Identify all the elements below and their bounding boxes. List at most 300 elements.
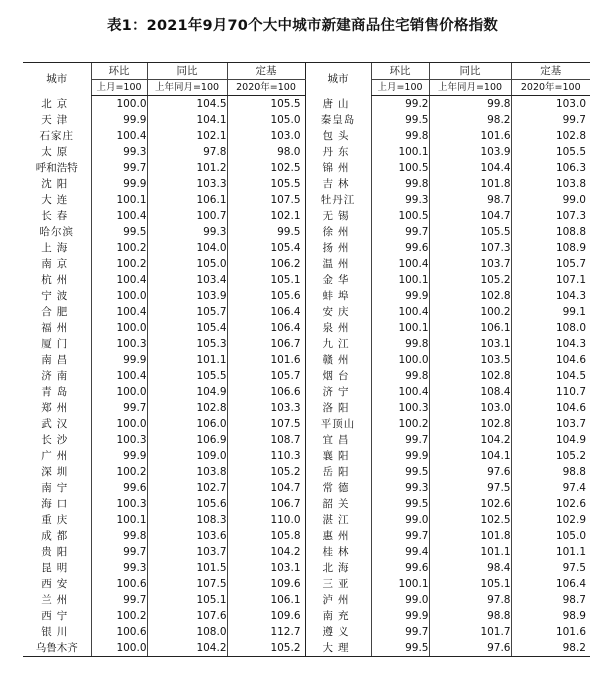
- yoy-value: 104.9: [147, 384, 227, 400]
- yoy-value: 102.8: [429, 368, 511, 384]
- city-name: 南充: [305, 608, 371, 624]
- base-value: 110.7: [511, 384, 590, 400]
- table-row: [23, 272, 590, 288]
- city-name: 蚌埠: [305, 288, 371, 304]
- yoy-value: 104.4: [429, 160, 511, 176]
- base-value: 102.1: [227, 208, 305, 224]
- yoy-value: 103.9: [429, 144, 511, 160]
- table-row: [23, 336, 590, 352]
- yoy-value: 99.3: [147, 224, 227, 240]
- city-name: 武汉: [41, 418, 73, 430]
- table-row: [23, 96, 590, 113]
- city-name: 西安: [41, 578, 73, 590]
- mom-value: 100.0: [91, 96, 147, 113]
- mom-value: 100.3: [371, 400, 429, 416]
- city-name: 赣州: [305, 352, 371, 368]
- mom-value: 100.2: [371, 416, 429, 432]
- base-value: 106.6: [227, 384, 305, 400]
- yoy-base-header: 上年同月=100: [429, 80, 511, 96]
- yoy-value: 98.2: [429, 112, 511, 128]
- base-value: 105.1: [227, 272, 305, 288]
- mom-value: 99.7: [91, 400, 147, 416]
- yoy-value: 104.2: [147, 640, 227, 657]
- table-row: [23, 448, 590, 464]
- city-name: 秦皇岛: [305, 112, 371, 128]
- yoy-value: 105.3: [147, 336, 227, 352]
- yoy-value: 105.6: [147, 496, 227, 512]
- city-name: 昆明: [41, 562, 73, 574]
- city-name: 南京: [41, 258, 73, 270]
- mom-value: 100.1: [91, 512, 147, 528]
- base-value: 99.0: [511, 192, 590, 208]
- base-value: 104.2: [227, 544, 305, 560]
- mom-value: 99.9: [91, 176, 147, 192]
- city-name: 锦州: [305, 160, 371, 176]
- city-name: 银川: [41, 626, 73, 638]
- table-row: [23, 224, 590, 240]
- base-value: 104.3: [511, 288, 590, 304]
- yoy-value: 105.5: [147, 368, 227, 384]
- mom-value: 99.7: [371, 624, 429, 640]
- yoy-value: 108.4: [429, 384, 511, 400]
- city-name: 福州: [41, 322, 73, 334]
- base-value: 107.5: [227, 416, 305, 432]
- yoy-value: 102.8: [429, 416, 511, 432]
- base-value: 103.3: [227, 400, 305, 416]
- yoy-value: 105.7: [147, 304, 227, 320]
- mom-value: 100.5: [371, 160, 429, 176]
- table-row: [23, 192, 590, 208]
- yoy-value: 108.0: [147, 624, 227, 640]
- table-row: [23, 368, 590, 384]
- mom-value: 100.4: [91, 272, 147, 288]
- city-name: 海口: [41, 498, 73, 510]
- city-name: 长沙: [41, 434, 73, 446]
- mom-value: 100.4: [91, 128, 147, 144]
- city-name: 韶关: [305, 496, 371, 512]
- yoy-value: 103.3: [147, 176, 227, 192]
- mom-value: 99.5: [371, 112, 429, 128]
- base-value: 103.8: [511, 176, 590, 192]
- table-row: [23, 320, 590, 336]
- table-row: [23, 208, 590, 224]
- base-value: 97.4: [511, 480, 590, 496]
- mom-value: 99.0: [371, 592, 429, 608]
- base-value: 103.7: [511, 416, 590, 432]
- yoy-value: 102.8: [147, 400, 227, 416]
- mom-value: 99.8: [371, 128, 429, 144]
- mom-value: 99.6: [371, 240, 429, 256]
- mom-value: 100.3: [91, 432, 147, 448]
- city-name: 北海: [305, 560, 371, 576]
- base-value: 108.8: [511, 224, 590, 240]
- yoy-value: 97.6: [429, 640, 511, 657]
- yoy-value: 109.0: [147, 448, 227, 464]
- city-name: 湛江: [305, 512, 371, 528]
- base-value: 109.6: [227, 576, 305, 592]
- base-value: 109.6: [227, 608, 305, 624]
- table-row: [23, 112, 590, 128]
- city-name: 西宁: [41, 610, 73, 622]
- yoy-value: 103.0: [429, 400, 511, 416]
- mom-value: 100.1: [371, 320, 429, 336]
- yoy-value: 103.4: [147, 272, 227, 288]
- city-name: 宜昌: [305, 432, 371, 448]
- base-value: 105.0: [511, 528, 590, 544]
- city-name: 牡丹江: [305, 192, 371, 208]
- base-value: 107.5: [227, 192, 305, 208]
- city-name: 岳阳: [305, 464, 371, 480]
- yoy-value: 104.0: [147, 240, 227, 256]
- yoy-value: 103.5: [429, 352, 511, 368]
- city-name: 南宁: [41, 482, 73, 494]
- mom-value: 99.3: [371, 192, 429, 208]
- base-value: 106.4: [511, 576, 590, 592]
- yoy-value: 103.7: [429, 256, 511, 272]
- mom-value: 99.4: [371, 544, 429, 560]
- base-value: 102.8: [511, 128, 590, 144]
- city-name: 扬州: [305, 240, 371, 256]
- yoy-value: 106.0: [147, 416, 227, 432]
- base-value: 105.2: [511, 448, 590, 464]
- base-value: 101.6: [511, 624, 590, 640]
- city-name: 深圳: [41, 466, 73, 478]
- mom-value: 100.1: [371, 272, 429, 288]
- table-row: [23, 544, 590, 560]
- base-value: 106.2: [227, 256, 305, 272]
- mom-value: 100.0: [91, 320, 147, 336]
- base-value: 104.7: [227, 480, 305, 496]
- yoy-header: 同比: [147, 63, 227, 80]
- base-value: 105.7: [511, 256, 590, 272]
- base-value: 108.0: [511, 320, 590, 336]
- city-name: 泉州: [305, 320, 371, 336]
- mom-value: 99.5: [371, 640, 429, 657]
- city-name: 大理: [305, 640, 371, 657]
- table-row: [23, 240, 590, 256]
- yoy-value: 104.1: [429, 448, 511, 464]
- yoy-value: 97.8: [429, 592, 511, 608]
- city-name: 南昌: [41, 354, 73, 366]
- base-value: 104.5: [511, 368, 590, 384]
- base-value: 104.6: [511, 400, 590, 416]
- city-name: 无锡: [305, 208, 371, 224]
- yoy-value: 101.1: [429, 544, 511, 560]
- city-name: 郑州: [41, 402, 73, 414]
- mom-value: 100.0: [91, 384, 147, 400]
- city-name: 济南: [41, 370, 73, 382]
- city-name: 乌鲁木齐: [23, 640, 91, 657]
- city-name: 成都: [41, 530, 73, 542]
- city-name: 烟台: [305, 368, 371, 384]
- city-header: 城市: [23, 63, 91, 96]
- city-name: 青岛: [41, 386, 73, 398]
- yoy-value: 104.2: [429, 432, 511, 448]
- mom-value: 99.9: [371, 608, 429, 624]
- city-name: 常德: [305, 480, 371, 496]
- yoy-value: 101.1: [147, 352, 227, 368]
- mom-value: 100.6: [91, 576, 147, 592]
- city-name: 重庆: [41, 514, 73, 526]
- city-name: 北京: [41, 97, 73, 110]
- mom-value: 99.9: [91, 352, 147, 368]
- yoy-value: 108.3: [147, 512, 227, 528]
- base-value: 99.5: [227, 224, 305, 240]
- yoy-value: 106.1: [147, 192, 227, 208]
- mom-value: 99.3: [371, 480, 429, 496]
- yoy-value: 105.2: [429, 272, 511, 288]
- mom-value: 100.2: [91, 464, 147, 480]
- base-value: 108.7: [227, 432, 305, 448]
- yoy-value: 101.2: [147, 160, 227, 176]
- base-value: 102.5: [227, 160, 305, 176]
- yoy-value: 106.1: [429, 320, 511, 336]
- yoy-value: 104.1: [147, 112, 227, 128]
- price-index-table: [23, 62, 590, 657]
- base-value: 105.5: [511, 144, 590, 160]
- base-value: 106.4: [227, 304, 305, 320]
- city-name: 金华: [305, 272, 371, 288]
- yoy-value: 102.1: [147, 128, 227, 144]
- mom-value: 99.8: [91, 528, 147, 544]
- mom-value: 100.1: [371, 576, 429, 592]
- base-header: 定基: [511, 63, 590, 80]
- base-value: 105.5: [227, 176, 305, 192]
- city-name: 桂林: [305, 544, 371, 560]
- base-base-header: 2020年=100: [511, 80, 590, 96]
- base-value: 105.5: [227, 96, 305, 113]
- mom-value: 100.2: [91, 608, 147, 624]
- base-value: 112.7: [227, 624, 305, 640]
- table-row: [23, 416, 590, 432]
- table-row: [23, 640, 590, 657]
- table-row: [23, 144, 590, 160]
- yoy-value: 100.7: [147, 208, 227, 224]
- mom-value: 99.2: [371, 96, 429, 113]
- table-row: [23, 592, 590, 608]
- city-name: 洛阳: [305, 400, 371, 416]
- mom-value: 99.5: [91, 224, 147, 240]
- table-row: [23, 176, 590, 192]
- table-row: [23, 512, 590, 528]
- mom-value: 99.6: [91, 480, 147, 496]
- base-value: 99.7: [511, 112, 590, 128]
- mom-value: 100.2: [91, 240, 147, 256]
- base-value: 106.7: [227, 336, 305, 352]
- yoy-value: 103.8: [147, 464, 227, 480]
- yoy-value: 107.5: [147, 576, 227, 592]
- base-value: 101.1: [511, 544, 590, 560]
- yoy-value: 101.7: [429, 624, 511, 640]
- yoy-value: 99.8: [429, 96, 511, 113]
- mom-value: 99.9: [371, 288, 429, 304]
- mom-value: 100.6: [91, 624, 147, 640]
- mom-value: 100.4: [91, 304, 147, 320]
- yoy-value: 101.8: [429, 176, 511, 192]
- city-name: 厦门: [41, 338, 73, 350]
- city-name: 兰州: [41, 594, 73, 606]
- table-row: [23, 256, 590, 272]
- city-name: 宁波: [41, 290, 73, 302]
- table-row: [23, 128, 590, 144]
- mom-value: 100.4: [91, 368, 147, 384]
- mom-value: 100.4: [371, 304, 429, 320]
- city-name: 贵阳: [41, 546, 73, 558]
- city-name: 三亚: [305, 576, 371, 592]
- base-value: 105.7: [227, 368, 305, 384]
- base-value: 107.3: [511, 208, 590, 224]
- yoy-value: 103.1: [429, 336, 511, 352]
- base-value: 103.0: [511, 96, 590, 113]
- yoy-value: 105.1: [147, 592, 227, 608]
- yoy-header: 同比: [429, 63, 511, 80]
- base-value: 105.6: [227, 288, 305, 304]
- mom-value: 99.7: [91, 592, 147, 608]
- table-row: [23, 464, 590, 480]
- city-name: 长春: [41, 210, 73, 222]
- base-value: 103.0: [227, 128, 305, 144]
- city-name: 天津: [41, 114, 73, 126]
- yoy-value: 105.4: [147, 320, 227, 336]
- base-base-header: 2020年=100: [227, 80, 305, 96]
- base-value: 105.2: [227, 640, 305, 657]
- yoy-value: 98.7: [429, 192, 511, 208]
- city-name: 唐山: [305, 96, 371, 113]
- yoy-value: 101.5: [147, 560, 227, 576]
- city-name: 吉林: [305, 176, 371, 192]
- city-name: 惠州: [305, 528, 371, 544]
- mom-value: 100.4: [371, 256, 429, 272]
- mom-value: 99.8: [371, 336, 429, 352]
- mom-value: 100.5: [371, 208, 429, 224]
- table-row: [23, 352, 590, 368]
- table-row: [23, 480, 590, 496]
- yoy-value: 97.5: [429, 480, 511, 496]
- base-value: 105.0: [227, 112, 305, 128]
- base-value: 99.1: [511, 304, 590, 320]
- mom-value: 99.7: [91, 160, 147, 176]
- mom-value: 100.0: [91, 288, 147, 304]
- city-name: 徐州: [305, 224, 371, 240]
- yoy-value: 97.6: [429, 464, 511, 480]
- mom-value: 99.9: [371, 448, 429, 464]
- yoy-value: 107.3: [429, 240, 511, 256]
- yoy-value: 106.9: [147, 432, 227, 448]
- mom-value: 100.4: [371, 384, 429, 400]
- base-value: 105.4: [227, 240, 305, 256]
- city-name: 襄阳: [305, 448, 371, 464]
- city-name: 平顶山: [305, 416, 371, 432]
- yoy-value: 107.6: [147, 608, 227, 624]
- base-value: 98.0: [227, 144, 305, 160]
- mom-value: 99.7: [371, 528, 429, 544]
- base-value: 106.4: [227, 320, 305, 336]
- mom-value: 99.8: [371, 368, 429, 384]
- mom-value: 99.6: [371, 560, 429, 576]
- city-name: 温州: [305, 256, 371, 272]
- yoy-value: 102.5: [429, 512, 511, 528]
- yoy-value: 104.7: [429, 208, 511, 224]
- yoy-value: 105.5: [429, 224, 511, 240]
- mom-value: 100.0: [91, 640, 147, 657]
- yoy-value: 102.7: [147, 480, 227, 496]
- city-header: 城市: [305, 63, 371, 96]
- mom-value: 99.9: [91, 112, 147, 128]
- mom-value: 100.3: [91, 496, 147, 512]
- base-value: 105.8: [227, 528, 305, 544]
- base-value: 104.3: [511, 336, 590, 352]
- base-value: 108.9: [511, 240, 590, 256]
- base-value: 104.6: [511, 352, 590, 368]
- yoy-value: 101.8: [429, 528, 511, 544]
- mom-value: 99.3: [91, 144, 147, 160]
- mom-header: 环比: [91, 63, 147, 80]
- mom-value: 100.3: [91, 336, 147, 352]
- city-name: 太原: [41, 146, 73, 158]
- mom-header: 环比: [371, 63, 429, 80]
- base-value: 110.3: [227, 448, 305, 464]
- base-value: 105.2: [227, 464, 305, 480]
- mom-value: 99.0: [371, 512, 429, 528]
- base-value: 103.1: [227, 560, 305, 576]
- yoy-value: 105.1: [429, 576, 511, 592]
- mom-value: 100.0: [371, 352, 429, 368]
- yoy-value: 97.8: [147, 144, 227, 160]
- base-value: 102.6: [511, 496, 590, 512]
- base-value: 98.2: [511, 640, 590, 657]
- table-row: [23, 528, 590, 544]
- city-name: 杭州: [41, 274, 73, 286]
- mom-value: 99.7: [371, 224, 429, 240]
- mom-value: 100.4: [91, 208, 147, 224]
- yoy-value: 103.9: [147, 288, 227, 304]
- city-name: 合肥: [41, 306, 73, 318]
- table-row: [23, 432, 590, 448]
- base-value: 102.9: [511, 512, 590, 528]
- base-value: 104.9: [511, 432, 590, 448]
- table-row: [23, 160, 590, 176]
- city-name: 大连: [41, 194, 73, 206]
- yoy-value: 102.8: [429, 288, 511, 304]
- table-row: [23, 560, 590, 576]
- yoy-value: 105.0: [147, 256, 227, 272]
- mom-value: 99.5: [371, 496, 429, 512]
- mom-value: 100.2: [91, 256, 147, 272]
- table-row: [23, 496, 590, 512]
- mom-value: 99.3: [91, 560, 147, 576]
- city-name: 九江: [305, 336, 371, 352]
- city-name: 沈阳: [41, 178, 73, 190]
- base-header: 定基: [227, 63, 305, 80]
- city-name: 石家庄: [39, 130, 74, 142]
- yoy-value: 104.5: [147, 96, 227, 113]
- yoy-value: 101.6: [429, 128, 511, 144]
- table-title: 表1：2021年9月70个大中城市新建商品住宅销售价格指数: [106, 18, 498, 34]
- mom-base-header: 上月=100: [91, 80, 147, 96]
- city-name: 上海: [41, 242, 73, 254]
- base-value: 98.7: [511, 592, 590, 608]
- mom-value: 99.9: [91, 448, 147, 464]
- table-row: [23, 576, 590, 592]
- mom-value: 100.1: [371, 144, 429, 160]
- table-row: [23, 304, 590, 320]
- base-value: 98.9: [511, 608, 590, 624]
- yoy-base-header: 上年同月=100: [147, 80, 227, 96]
- yoy-value: 102.6: [429, 496, 511, 512]
- table-row: [23, 288, 590, 304]
- city-name: 哈尔滨: [39, 226, 74, 238]
- city-name: 济宁: [305, 384, 371, 400]
